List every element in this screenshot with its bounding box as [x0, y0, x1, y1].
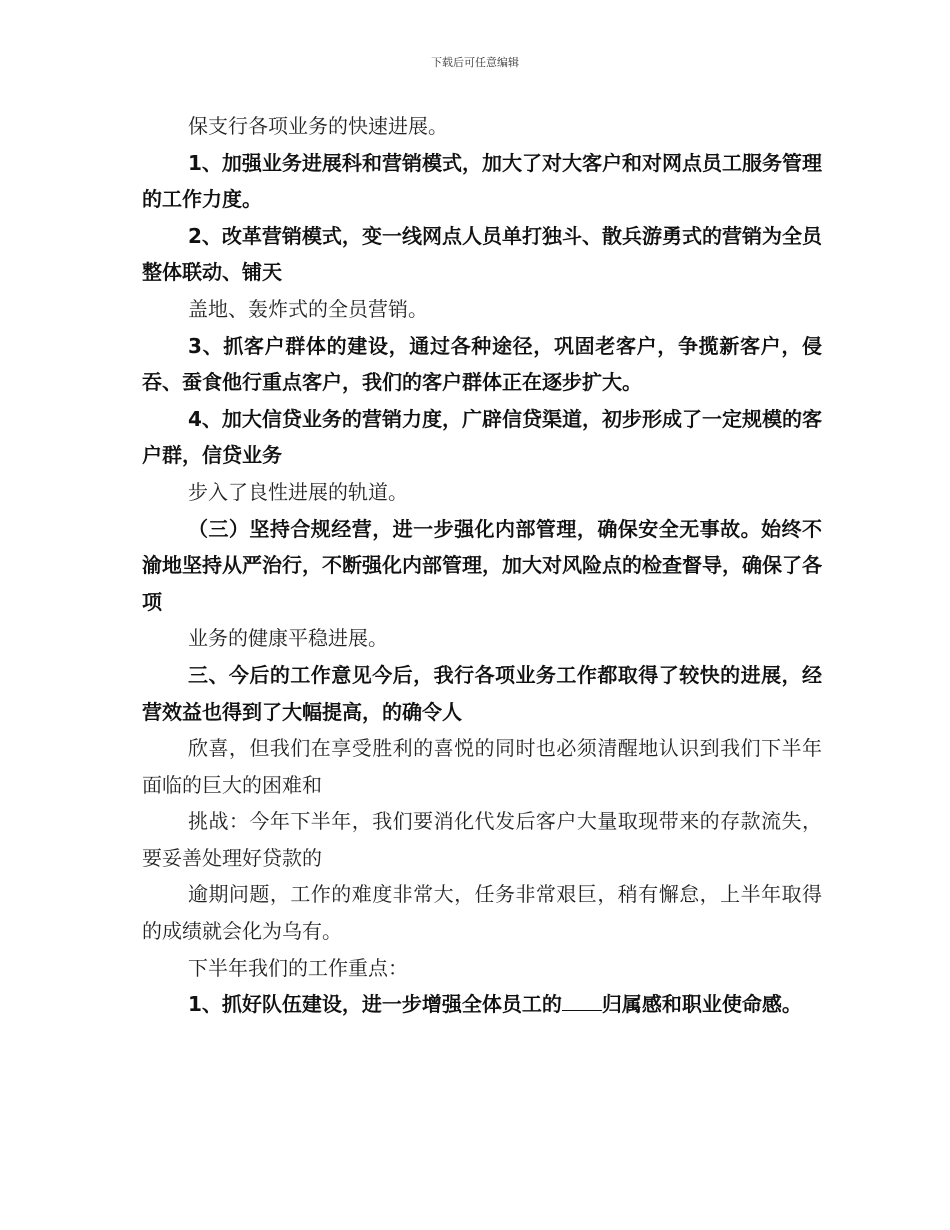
paragraph: 保支行各项业务的快速进展。 [188, 114, 448, 138]
paragraph: 2、改革营销模式，变一线网点人员单打独斗、散兵游勇式的营销为全员整体联动、铺天 [142, 223, 822, 285]
document-body [142, 108, 822, 1023]
paragraph-text-after-blank: 归属感和职业使命感。 [601, 992, 802, 1017]
paragraph: 1、加强业务进展科和营销模式，加大了对大客户和对网点员工服务管理的工作力度。 [142, 150, 822, 212]
paragraph: 逾期问题，工作的难度非常大，任务非常艰巨，稍有懈怠，上半年取得的成绩就会化为乌有。 [142, 882, 822, 944]
paragraph: 步入了良性进展的轨道。 [188, 479, 408, 504]
paragraph: 挑战：今年下半年，我们要消化代发后客户大量取现带来的存款流失，要妥善处理好贷款的 [142, 809, 822, 870]
paragraph: 业务的健康平稳进展。 [188, 626, 388, 651]
fill-in-blank [562, 992, 602, 1011]
paragraph: （三）坚持合规经营，进一步强化内部管理，确保安全无事故。始终不渝地坚持从严治行，不断强化内部管理，加大对风险点的检查督导，确保了各项 [142, 516, 822, 614]
paragraph: 下半年我们的工作重点： [188, 955, 408, 980]
paragraph: 4、加大信贷业务的营销力度，广辟信贷渠道，初步形成了一定规模的客户群，信贷业务 [142, 406, 822, 468]
header-note: 下载后可任意编辑 [431, 56, 519, 69]
paragraph: 欣喜，但我们在享受胜利的喜悦的同时也必须清醒地认识到我们下半年面临的巨大的困难和 [142, 736, 822, 797]
paragraph: 3、抓客户群体的建设，通过各种途径，巩固老客户，争揽新客户，侵吞、蚕食他行重点客户，我们的客户群体正在逐步扩大。 [142, 333, 822, 395]
paragraph-text-before-blank: 1、抓好队伍建设，进一步增强全体员工的 [188, 992, 562, 1017]
paragraph: 三、今后的工作意见今后，我行各项业务工作都取得了较快的进展，经营效益也得到了大幅提高，的确令人 [142, 662, 822, 724]
paragraph: 盖地、轰炸式的全员营销。 [188, 296, 428, 321]
paragraph-with-blank [142, 986, 822, 1023]
